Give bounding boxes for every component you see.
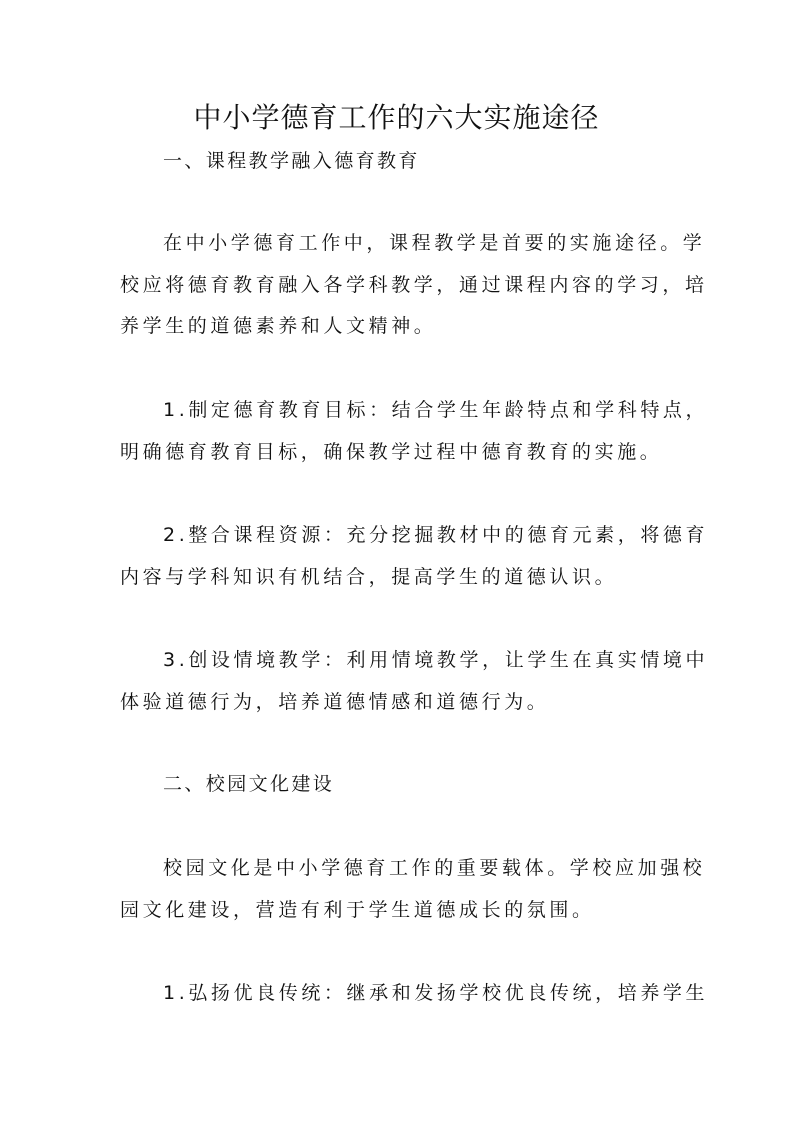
paragraph-line: 园文化建设，营造有利于学生道德成长的氛围。: [120, 899, 595, 921]
section-heading-2: 二、校园文化建设: [163, 773, 335, 795]
section-heading-1: 一、课程教学融入德育教育: [163, 150, 420, 172]
list-item-line: 明确德育教育目标，确保教学过程中德育教育的实施。: [120, 441, 663, 463]
list-item-line: 1.制定德育教育目标：结合学生年龄特点和学科特点，: [163, 399, 709, 421]
paragraph-line: 养学生的道德素养和人文精神。: [120, 315, 437, 337]
list-item-line: 内容与学科知识有机结合，提高学生的道德认识。: [120, 566, 618, 588]
list-item-line: 体验道德行为，培养道德情感和道德行为。: [120, 691, 550, 713]
list-item-line: 2.整合课程资源：充分挖掘教材中的德育元素，将德育: [163, 524, 709, 546]
list-item-line: 3.创设情境教学：利用情境教学，让学生在真实情境中: [163, 649, 709, 671]
document-title: 中小学德育工作的六大实施途径: [193, 101, 600, 134]
list-item-line: 1.弘扬优良传统：继承和发扬学校优良传统，培养学生: [163, 982, 709, 1004]
paragraph-line: 校应将德育教育融入各学科教学，通过课程内容的学习，培: [120, 274, 708, 296]
paragraph-line: 在中小学德育工作中，课程教学是首要的实施途径。学: [163, 232, 706, 254]
paragraph-line: 校园文化是中小学德育工作的重要载体。学校应加强校: [163, 857, 706, 879]
